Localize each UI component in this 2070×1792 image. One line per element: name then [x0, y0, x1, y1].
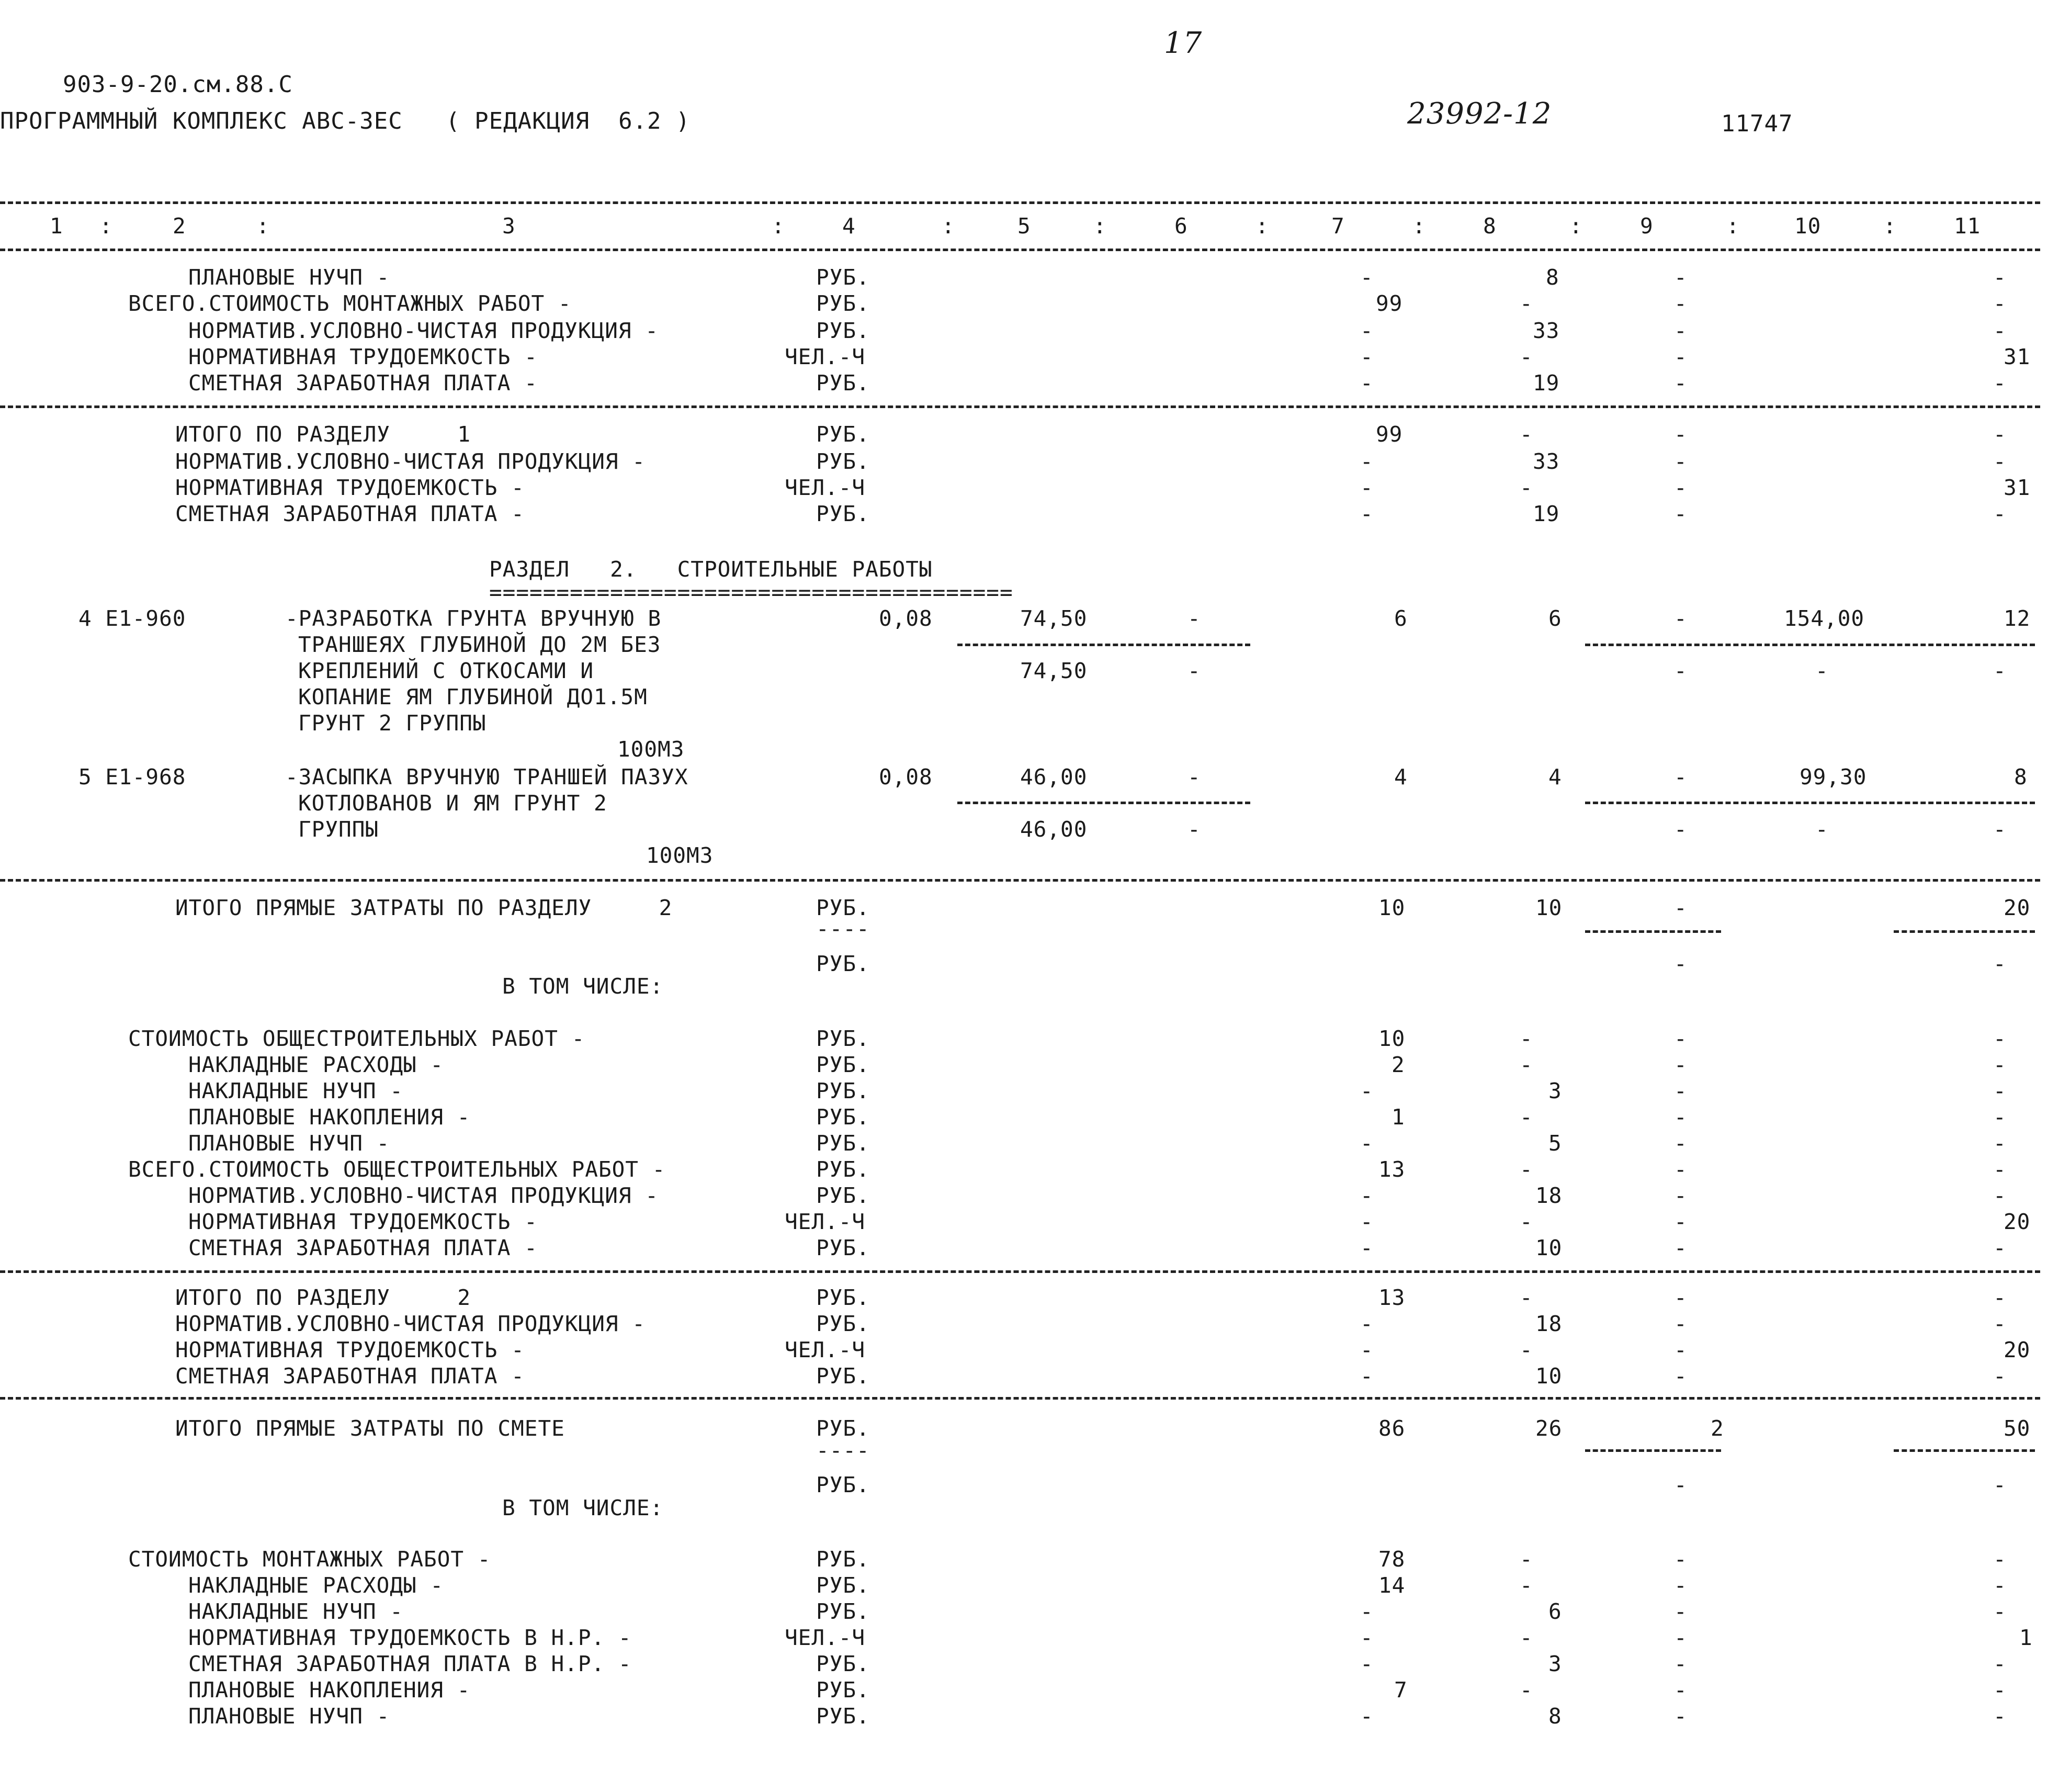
printout-cell: - [1674, 370, 1688, 396]
printout-cell: НОРМАТИВ.УСЛОВНО-ЧИСТАЯ ПРОДУКЦИЯ - [175, 1311, 646, 1336]
printout-cell: - [1520, 1052, 1533, 1077]
printout-cell: ---- [816, 1438, 870, 1463]
printout-cell: 13 [1378, 1157, 1406, 1182]
printout-cell: - [1674, 951, 1688, 976]
printout-cell: - [1187, 606, 1201, 631]
printout-cell: В ТОМ ЧИСЛЕ: [502, 974, 664, 999]
printout-cell: 6 [1394, 606, 1408, 631]
printout-cell: 31 [2004, 344, 2031, 369]
column-header-top-rule [0, 201, 2040, 204]
printout-cell: 19 [1533, 370, 1560, 396]
printout-cell: НАКЛАДНЫЕ НУЧП - [188, 1078, 403, 1103]
printout-cell: 74,50 [1020, 658, 1088, 683]
printout-cell: 33 [1533, 449, 1560, 474]
printout-cell: РУБ. [816, 422, 870, 447]
column-header-1: 1 [50, 213, 63, 239]
printout-cell: 86 [1378, 1416, 1406, 1441]
printout-cell: В ТОМ ЧИСЛЕ: [502, 1495, 664, 1520]
section-rule [0, 1397, 2040, 1400]
printout-cell: ГРУНТ 2 ГРУППЫ [298, 711, 487, 736]
subtotal-underline [1585, 1449, 1721, 1452]
printout-cell: - [1674, 1052, 1688, 1077]
printout-cell: - [1520, 344, 1533, 369]
printout-cell: - [1674, 817, 1688, 842]
printout-cell: - [1674, 1573, 1688, 1598]
column-header-4: 4 [842, 213, 856, 239]
column-separator: : [1883, 213, 1897, 239]
sheet-code: 23992-12 [1407, 97, 1552, 131]
printout-cell: - [1360, 318, 1374, 343]
printout-cell: - [1674, 318, 1688, 343]
printout-cell: 1 [2019, 1625, 2033, 1650]
column-header-6: 6 [1174, 213, 1188, 239]
printout-cell: 33 [1533, 318, 1560, 343]
printout-cell: - [1815, 658, 1829, 683]
printout-cell: 154,00 [1784, 606, 1865, 631]
printout-cell: - [1360, 1599, 1374, 1624]
printout-cell: -ЗАСЫПКА ВРУЧНУЮ ТРАНШЕЙ ПАЗУХ [285, 764, 688, 790]
printout-cell: 6 [1548, 606, 1562, 631]
printout-cell: 26 [1535, 1416, 1563, 1441]
printout-cell: - [1360, 1337, 1374, 1362]
printout-cell: 4 [1394, 764, 1408, 790]
printout-cell: - [1360, 265, 1374, 290]
printout-cell: - [1674, 422, 1688, 447]
printout-cell: - [1674, 1285, 1688, 1310]
column-header-9: 9 [1640, 213, 1654, 239]
printout-cell: РУБ. [816, 1547, 870, 1572]
printout-cell: РУБ. [816, 1052, 870, 1077]
printout-cell: РУБ. [816, 1573, 870, 1598]
printout-cell: - [1674, 1209, 1688, 1234]
printout-cell: 20 [2004, 1209, 2031, 1234]
printout-cell: 18 [1535, 1183, 1563, 1208]
printout-cell: 12 [2004, 606, 2031, 631]
column-separator: : [256, 213, 270, 239]
printout-cell: РУБ. [816, 370, 870, 396]
printout-cell: ЧЕЛ.-Ч [785, 1625, 866, 1650]
printout-cell: - [1993, 1285, 2007, 1310]
printout-cell: - [1360, 1209, 1374, 1234]
section-rule [0, 405, 2040, 408]
printout-cell: - [1674, 606, 1688, 631]
printout-cell: - [1993, 1704, 2007, 1729]
printout-cell: 10 [1378, 895, 1406, 920]
printout-cell: - [1674, 1472, 1688, 1497]
column-header-11: 11 [1954, 213, 1981, 239]
printout-cell: - [1360, 1235, 1374, 1260]
printout-cell: 19 [1533, 501, 1560, 526]
printout-cell: - [1360, 1704, 1374, 1729]
printout-cell: - [1993, 1026, 2007, 1051]
printout-cell: 4 Е1-960 [78, 606, 186, 631]
printout-cell: РУБ. [816, 1363, 870, 1389]
printout-cell: КОПАНИЕ ЯМ ГЛУБИНОЙ ДО1.5М [298, 684, 648, 709]
printout-cell: КОТЛОВАНОВ И ЯМ ГРУНТ 2 [298, 791, 607, 816]
subtotal-underline [1585, 644, 2035, 646]
printout-cell: - [1674, 1651, 1688, 1676]
printout-cell: - [1674, 265, 1688, 290]
subtotal-underline [1894, 930, 2035, 933]
printout-cell: 10 [1535, 1363, 1563, 1389]
printout-cell: 5 [1548, 1131, 1562, 1156]
column-header-10: 10 [1794, 213, 1822, 239]
printout-cell: - [1674, 895, 1688, 920]
printout-cell: 2 [1392, 1052, 1405, 1077]
printout-cell: - [1360, 1363, 1374, 1389]
printout-cell: - [1993, 1573, 2007, 1598]
printout-cell: - [1993, 1472, 2007, 1497]
section-rule [0, 879, 2040, 882]
printout-cell: - [1993, 1235, 2007, 1260]
printout-cell: - [1993, 265, 2007, 290]
printout-cell: - [1187, 817, 1201, 842]
printout-cell: - [1993, 658, 2007, 683]
printout-cell: ВСЕГО.СТОИМОСТЬ МОНТАЖНЫХ РАБОТ - [128, 291, 572, 316]
column-separator: : [99, 213, 113, 239]
section-rule [0, 1270, 2040, 1273]
printout-cell: - [1674, 449, 1688, 474]
printout-cell: - [1360, 501, 1374, 526]
printout-cell: - [1187, 658, 1201, 683]
printout-cell: ПЛАНОВЫЕ НАКОПЛЕНИЯ - [188, 1677, 471, 1703]
subtotal-underline [957, 802, 1250, 804]
printout-cell: - [1674, 291, 1688, 316]
printout-cell: РУБ. [816, 951, 870, 976]
printout-cell: 5 Е1-968 [78, 764, 186, 790]
printout-cell: РУБ. [816, 1157, 870, 1182]
printout-cell: - [1674, 658, 1688, 683]
printout-cell: - [1187, 764, 1201, 790]
column-separator: : [1726, 213, 1740, 239]
printout-cell: РУБ. [816, 1235, 870, 1260]
printout-cell: РУБ. [816, 1104, 870, 1130]
printout-cell: - [1993, 1183, 2007, 1208]
column-separator: : [942, 213, 955, 239]
printout-cell: - [1993, 1311, 2007, 1336]
printout-cell: 99,30 [1800, 764, 1867, 790]
printout-cell: РУБ. [816, 1285, 870, 1310]
printout-cell: 8 [1546, 265, 1559, 290]
printout-cell: ИТОГО ПРЯМЫЕ ЗАТРАТЫ ПО СМЕТЕ [175, 1416, 565, 1441]
printout-cell: 0,08 [879, 606, 933, 631]
document-number: 11747 [1721, 110, 1793, 137]
printout-cell: - [1360, 370, 1374, 396]
printout-cell: - [1520, 1157, 1533, 1182]
printout-cell: - [1993, 817, 2007, 842]
printout-cell: РУБ. [816, 291, 870, 316]
printout-cell: - [1520, 422, 1533, 447]
printout-cell: РУБ. [816, 265, 870, 290]
printout-cell: - [1520, 1026, 1533, 1051]
printout-cell: - [1520, 291, 1533, 316]
printout-cell: РУБ. [816, 1677, 870, 1703]
printout-cell: - [1360, 475, 1374, 500]
printout-cell: НОРМАТИВ.УСЛОВНО-ЧИСТАЯ ПРОДУКЦИЯ - [188, 318, 659, 343]
printout-cell: НОРМАТИВНАЯ ТРУДОЕМКОСТЬ - [175, 1337, 525, 1362]
printout-cell: - [1674, 1078, 1688, 1103]
printout-cell: РУБ. [816, 318, 870, 343]
printout-cell: - [1520, 1209, 1533, 1234]
column-header-2: 2 [173, 213, 186, 239]
printout-cell: - [1993, 1363, 2007, 1389]
printout-cell: - [1520, 1285, 1533, 1310]
printout-cell: ПЛАНОВЫЕ НУЧП - [188, 265, 390, 290]
printout-cell: 1 [1392, 1104, 1405, 1130]
printout-cell: РУБ. [816, 895, 870, 920]
printout-cell: ГРУППЫ [298, 817, 379, 842]
subtotal-underline [1894, 1449, 2035, 1452]
column-header-3: 3 [502, 213, 516, 239]
printout-cell: - [1993, 951, 2007, 976]
printout-cell: - [1993, 1052, 2007, 1077]
printout-cell: ИТОГО ПРЯМЫЕ ЗАТРАТЫ ПО РАЗДЕЛУ 2 [175, 895, 673, 920]
printout-cell: ======================================= [489, 580, 1013, 605]
printout-cell: 10 [1378, 1026, 1406, 1051]
printout-cell: - [1360, 1131, 1374, 1156]
printout-cell: - [1674, 1547, 1688, 1572]
printout-cell: НОРМАТИВНАЯ ТРУДОЕМКОСТЬ В Н.Р. - [188, 1625, 632, 1650]
printout-cell: РУБ. [816, 1311, 870, 1336]
printout-cell: РУБ. [816, 1651, 870, 1676]
printout-cell: - [1674, 1311, 1688, 1336]
printout-cell: - [1674, 1131, 1688, 1156]
doc-code: 903-9-20.см.88.С [63, 71, 293, 98]
printout-cell: - [1674, 1235, 1688, 1260]
printout-cell: 7 [1394, 1677, 1408, 1703]
printout-cell: 10 [1535, 895, 1563, 920]
printout-cell: - [1520, 1337, 1533, 1362]
printout-cell: НОРМАТИВНАЯ ТРУДОЕМКОСТЬ - [188, 344, 538, 369]
subtotal-underline [1585, 802, 2035, 804]
printout-cell: РУБ. [816, 1131, 870, 1156]
printout-cell: 13 [1378, 1285, 1406, 1310]
printout-cell: 20 [2004, 1337, 2031, 1362]
printout-cell: - [1993, 1157, 2007, 1182]
printout-cell: НАКЛАДНЫЕ РАСХОДЫ - [188, 1052, 444, 1077]
printout-cell: - [1360, 1078, 1374, 1103]
printout-cell: - [1815, 817, 1829, 842]
printout-cell: - [1993, 1078, 2007, 1103]
printout-cell: - [1993, 291, 2007, 316]
printout-cell: - [1993, 449, 2007, 474]
printout-cell: - [1993, 370, 2007, 396]
printout-cell: СТОИМОСТЬ ОБЩЕСТРОИТЕЛЬНЫХ РАБОТ - [128, 1026, 585, 1051]
printout-cell: НОРМАТИВНАЯ ТРУДОЕМКОСТЬ - [175, 475, 525, 500]
printout-cell: - [1993, 1547, 2007, 1572]
column-separator: : [1569, 213, 1583, 239]
printout-cell: ИТОГО ПО РАЗДЕЛУ 2 [175, 1285, 471, 1310]
printout-cell: СМЕТНАЯ ЗАРАБОТНАЯ ПЛАТА - [188, 1235, 538, 1260]
column-separator: : [772, 213, 785, 239]
column-separator: : [1412, 213, 1426, 239]
printout-cell: - [1674, 1625, 1688, 1650]
printout-cell: НОРМАТИВНАЯ ТРУДОЕМКОСТЬ - [188, 1209, 538, 1234]
column-header-7: 7 [1331, 213, 1345, 239]
printout-cell: - [1360, 1311, 1374, 1336]
printout-cell: ИТОГО ПО РАЗДЕЛУ 1 [175, 422, 471, 447]
printout-cell: - [1993, 1599, 2007, 1624]
printout-cell: - [1674, 1704, 1688, 1729]
printout-cell: - [1674, 764, 1688, 790]
printout-cell: СМЕТНАЯ ЗАРАБОТНАЯ ПЛАТА - [188, 370, 538, 396]
printout-cell: 50 [2004, 1416, 2031, 1441]
printout-cell: - [1993, 1677, 2007, 1703]
printout-cell: ---- [816, 916, 870, 941]
printout-cell: 31 [2004, 475, 2031, 500]
printout-cell: 46,00 [1020, 764, 1088, 790]
printout-cell: РУБ. [816, 1599, 870, 1624]
printout-cell: РУБ. [816, 1472, 870, 1497]
printout-cell: СМЕТНАЯ ЗАРАБОТНАЯ ПЛАТА - [175, 501, 525, 526]
printout-cell: - [1993, 318, 2007, 343]
printout-cell: РУБ. [816, 1416, 870, 1441]
printout-cell: - [1520, 1625, 1533, 1650]
printout-cell: 10 [1535, 1235, 1563, 1260]
column-header-8: 8 [1483, 213, 1497, 239]
printout-cell: - [1360, 449, 1374, 474]
printout-cell: - [1674, 1183, 1688, 1208]
printout-cell: СТОИМОСТЬ МОНТАЖНЫХ РАБОТ - [128, 1547, 491, 1572]
printout-cell: ЧЕЛ.-Ч [785, 1209, 866, 1234]
printout-cell: - [1674, 1157, 1688, 1182]
printout-cell: 74,50 [1020, 606, 1088, 631]
printout-cell: 20 [2004, 895, 2031, 920]
printout-cell: 4 [1548, 764, 1562, 790]
printout-cell: ПЛАНОВЫЕ НУЧП - [188, 1704, 390, 1729]
printout-cell: - [1674, 344, 1688, 369]
printout-cell: - [1520, 475, 1533, 500]
printout-cell: РАЗДЕЛ 2. СТРОИТЕЛЬНЫЕ РАБОТЫ [489, 557, 933, 582]
printout-cell: ТРАНШЕЯХ ГЛУБИНОЙ ДО 2М БЕЗ [298, 632, 661, 657]
printout-cell: 2 [1711, 1416, 1724, 1441]
printout-cell: ЧЕЛ.-Ч [785, 1337, 866, 1362]
printout-cell: - [1674, 1104, 1688, 1130]
printout-cell: РУБ. [816, 1078, 870, 1103]
printout-cell: ЧЕЛ.-Ч [785, 344, 866, 369]
printout-cell: 78 [1378, 1547, 1406, 1572]
printout-cell: - [1674, 501, 1688, 526]
printout-cell: - [1674, 1677, 1688, 1703]
printout-cell: РУБ. [816, 501, 870, 526]
printout-cell: - [1360, 1651, 1374, 1676]
printout-cell: - [1520, 1677, 1533, 1703]
printout-cell: СМЕТНАЯ ЗАРАБОТНАЯ ПЛАТА - [175, 1363, 525, 1389]
printout-cell: РУБ. [816, 1183, 870, 1208]
subtotal-underline [957, 644, 1250, 646]
page-number: 17 [1164, 26, 1203, 60]
printout-cell: 100М3 [617, 737, 685, 762]
printout-cell: - [1674, 475, 1688, 500]
printout-cell: - [1993, 501, 2007, 526]
printout-cell: - [1520, 1104, 1533, 1130]
printout-cell: РУБ. [816, 1704, 870, 1729]
column-separator: : [1093, 213, 1107, 239]
printout-cell: СМЕТНАЯ ЗАРАБОТНАЯ ПЛАТА В Н.Р. - [188, 1651, 632, 1676]
printout-cell: - [1993, 422, 2007, 447]
column-header-5: 5 [1017, 213, 1031, 239]
printout-cell: - [1520, 1547, 1533, 1572]
printout-cell: - [1360, 1625, 1374, 1650]
printout-cell: 100М3 [646, 843, 714, 868]
printout-cell: 3 [1548, 1078, 1562, 1103]
printout-cell: - [1520, 1573, 1533, 1598]
printout-cell: -РАЗРАБОТКА ГРУНТА ВРУЧНУЮ В [285, 606, 662, 631]
printout-cell: - [1360, 1183, 1374, 1208]
printout-cell: 46,00 [1020, 817, 1088, 842]
printout-cell: 99 [1376, 422, 1403, 447]
printout-cell: - [1674, 1026, 1688, 1051]
printout-cell: ВСЕГО.СТОИМОСТЬ ОБЩЕСТРОИТЕЛЬНЫХ РАБОТ - [128, 1157, 666, 1182]
column-separator: : [1255, 213, 1269, 239]
printout-cell: НОРМАТИВ.УСЛОВНО-ЧИСТАЯ ПРОДУКЦИЯ - [175, 449, 646, 474]
printout-cell: КРЕПЛЕНИЙ С ОТКОСАМИ И [298, 658, 594, 683]
printout-cell: ЧЕЛ.-Ч [785, 475, 866, 500]
printout-cell: 0,08 [879, 764, 933, 790]
printout-cell: 8 [1548, 1704, 1562, 1729]
printout-cell: - [1993, 1104, 2007, 1130]
printout-cell: - [1993, 1651, 2007, 1676]
printout-cell: 14 [1378, 1573, 1406, 1598]
printout-cell: 99 [1376, 291, 1403, 316]
printout-cell: РУБ. [816, 1026, 870, 1051]
printout-cell: ПЛАНОВЫЕ НАКОПЛЕНИЯ - [188, 1104, 471, 1130]
printout-cell: - [1674, 1363, 1688, 1389]
subtotal-underline [1585, 930, 1721, 933]
printout-cell: РУБ. [816, 449, 870, 474]
printout-cell: 8 [2014, 764, 2028, 790]
printout-cell: НАКЛАДНЫЕ НУЧП - [188, 1599, 403, 1624]
printout-cell: - [1360, 344, 1374, 369]
printout-cell: - [1674, 1337, 1688, 1362]
printout-cell: 18 [1535, 1311, 1563, 1336]
printout-cell: 3 [1548, 1651, 1562, 1676]
printout-cell: 6 [1548, 1599, 1562, 1624]
printout-cell: ПЛАНОВЫЕ НУЧП - [188, 1131, 390, 1156]
column-header-bottom-rule [0, 249, 2040, 251]
printout-cell: - [1993, 1131, 2007, 1156]
program-title: ПРОГРАММНЫЙ КОМПЛЕКС АВС-3ЕС ( РЕДАКЦИЯ 6.2 ) [0, 108, 691, 134]
printout-cell: НАКЛАДНЫЕ РАСХОДЫ - [188, 1573, 444, 1598]
printout-cell: - [1674, 1599, 1688, 1624]
printout-cell: НОРМАТИВ.УСЛОВНО-ЧИСТАЯ ПРОДУКЦИЯ - [188, 1183, 659, 1208]
